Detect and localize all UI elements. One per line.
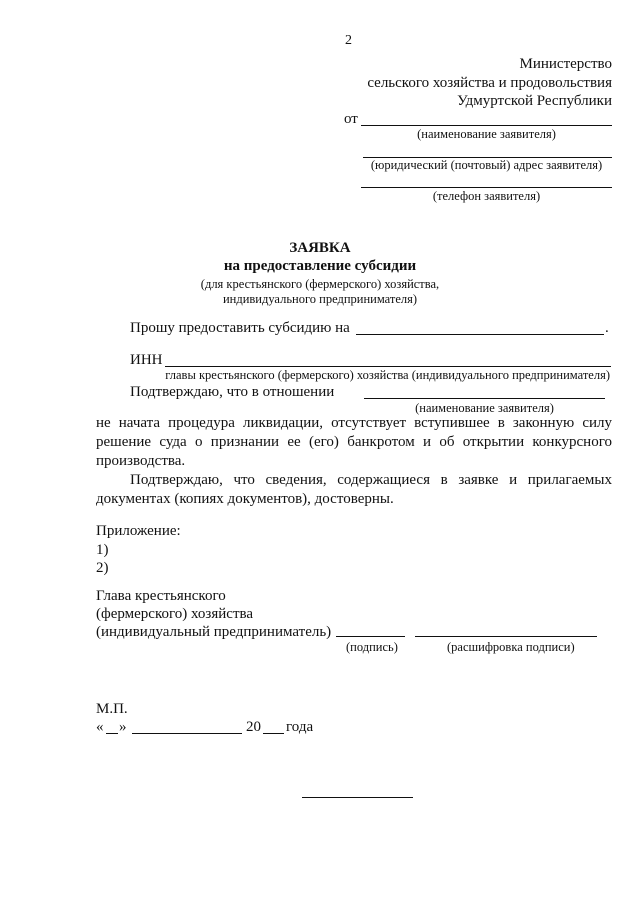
date-close-quote: »: [119, 719, 127, 735]
document-title: ЗАЯВКА: [289, 240, 351, 256]
document-subtitle-note-2: индивидуального предпринимателя): [222, 292, 418, 306]
applicant-name-field[interactable]: [361, 125, 612, 126]
subsidy-request-label: Прошу предоставить субсидию на: [130, 320, 350, 336]
addressee-line-2: сельского хозяйства и продовольствия: [367, 75, 612, 91]
signature-caption: (подпись): [346, 640, 398, 654]
date-year-prefix: 20: [246, 719, 261, 735]
signature-field[interactable]: [336, 636, 405, 637]
date-year-suffix: года: [286, 719, 314, 735]
attachment-item-1: 1): [96, 542, 109, 558]
inn-label: ИНН: [130, 352, 163, 368]
confirm-applicant-caption: (наименование заявителя): [415, 401, 554, 415]
date-open-quote: «: [96, 719, 104, 735]
confirm-label: Подтверждаю, что в отношении: [130, 384, 335, 400]
confirm-applicant-field[interactable]: [364, 398, 605, 399]
closing-divider: [302, 797, 413, 798]
paragraph-2-line-2: документах (копиях документов), достоверны.: [96, 491, 394, 507]
inn-caption: главы крестьянского (фермерского) хозяйства (индивидуального предпринимателя): [165, 368, 610, 382]
signer-title-line-3: (индивидуальный предприниматель): [96, 624, 332, 640]
document-subtitle: на предоставление субсидии: [223, 258, 417, 274]
stamp-place-label: М.П.: [96, 701, 128, 717]
from-label: от: [344, 111, 358, 127]
paragraph-1-line-3: производства.: [96, 453, 186, 469]
paragraph-2-line-1: Подтверждаю, что сведения, содержащиеся в заявке и прилагаемых: [130, 472, 612, 488]
attachment-item-2: 2): [96, 560, 109, 576]
addressee-line-1: Министерство: [519, 56, 612, 72]
inn-field[interactable]: [165, 366, 611, 367]
date-year-field[interactable]: [263, 733, 284, 734]
applicant-name-caption: (наименование заявителя): [417, 127, 556, 141]
subsidy-request-period: .: [605, 320, 609, 336]
paragraph-1-line-2: решение суда о признании ее (его) банкротом и об открытии конкурсного: [96, 434, 612, 450]
signer-title-line-1: Глава крестьянского: [96, 588, 226, 604]
date-day-field[interactable]: [106, 733, 118, 734]
applicant-phone-caption: (телефон заявителя): [432, 189, 541, 203]
addressee-line-3: Удмуртской Республики: [457, 93, 612, 109]
document-subtitle-note-1: (для крестьянского (фермерского) хозяйства,: [200, 277, 440, 291]
applicant-phone-field[interactable]: [361, 187, 612, 188]
date-month-field[interactable]: [132, 733, 242, 734]
paragraph-1-line-1: не начата процедура ликвидации, отсутствует вступившее в законную силу: [96, 415, 612, 431]
subsidy-purpose-field[interactable]: [356, 334, 604, 335]
attachments-heading: Приложение:: [96, 523, 181, 539]
page-number: 2: [345, 33, 352, 48]
signature-transcript-field[interactable]: [415, 636, 597, 637]
applicant-address-caption: (юридический (почтовый) адрес заявителя): [370, 158, 603, 172]
signature-transcript-caption: (расшифровка подписи): [447, 640, 575, 654]
signer-title-line-2: (фермерского) хозяйства: [96, 606, 254, 622]
